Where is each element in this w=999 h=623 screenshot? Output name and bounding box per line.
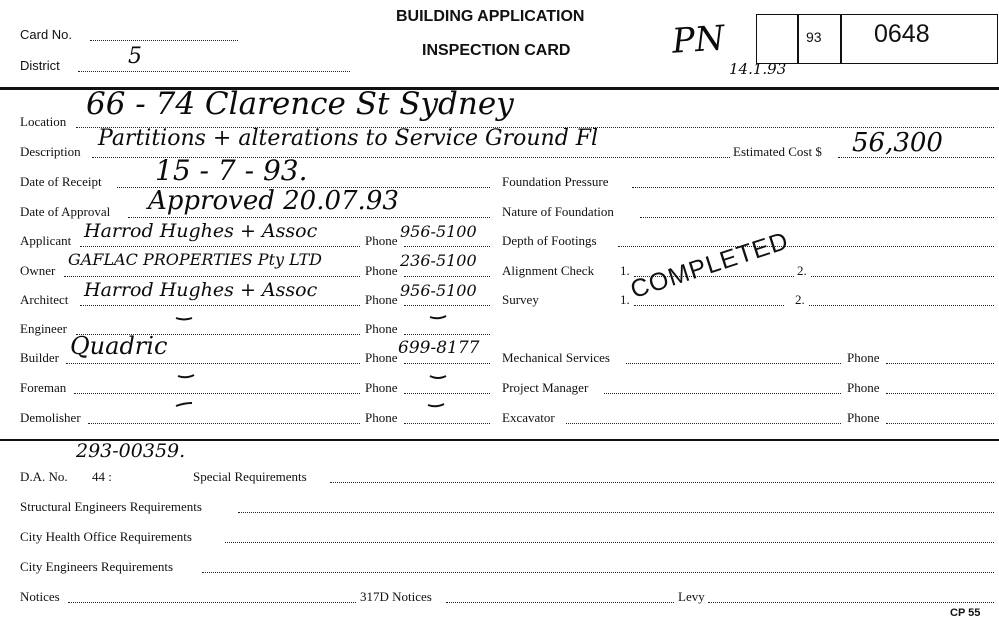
engineer-phone-label: Phone (365, 321, 398, 336)
applicant-label: Applicant (20, 233, 72, 248)
architect-value: Harrod Hughes + Assoc (84, 279, 318, 301)
nature-of-foundation-line (640, 217, 994, 218)
description-label: Description (20, 144, 81, 159)
excavator-phone-label: Phone (847, 410, 880, 425)
da-no-value: 44 : (92, 469, 112, 484)
engineer-label: Engineer (20, 321, 67, 336)
special-requirements-label: Special Requirements (193, 469, 307, 484)
notices-317d-line (446, 602, 674, 603)
date-of-approval-label: Date of Approval (20, 204, 111, 219)
dash-mark (428, 404, 444, 406)
date-of-receipt-label: Date of Receipt (20, 174, 102, 189)
survey-item-2: 2. (795, 292, 805, 307)
structural-engineers-line (238, 512, 994, 513)
demolisher-label: Demolisher (20, 410, 81, 425)
box-number: 0648 (874, 20, 930, 48)
builder-value: Quadric (70, 332, 168, 360)
demolisher-phone-label: Phone (365, 410, 398, 425)
architect-phone-label: Phone (365, 292, 398, 307)
nature-of-foundation-label: Nature of Foundation (502, 204, 614, 219)
city-health-label: City Health Office Requirements (20, 529, 192, 544)
structural-engineers-label: Structural Engineers Requirements (20, 499, 202, 514)
estimated-cost-label: Estimated Cost $ (733, 144, 822, 159)
depth-of-footings-label: Depth of Footings (502, 233, 597, 248)
foreman-phone-label: Phone (365, 380, 398, 395)
builder-phone-label: Phone (365, 350, 398, 365)
owner-phone-value: 236-5100 (400, 251, 477, 270)
applicant-phone-value: 956-5100 (400, 222, 477, 241)
title-line-1: BUILDING APPLICATION (396, 8, 585, 25)
architect-phone-value: 956-5100 (400, 281, 477, 300)
location-label: Location (20, 114, 67, 129)
survey-line-2 (809, 305, 994, 306)
owner-value: GAFLAC PROPERTIES Pty LTD (68, 250, 322, 269)
alignment-item-2: 2. (797, 263, 807, 278)
estimated-cost-value: 56,300 (852, 128, 943, 158)
project-manager-line (604, 393, 841, 394)
title-line-2: INSPECTION CARD (422, 42, 571, 59)
architect-label: Architect (20, 292, 69, 307)
box-year: 93 (806, 29, 822, 45)
mechanical-phone-label: Phone (847, 350, 880, 365)
survey-label: Survey (502, 292, 539, 307)
survey-item-1: 1. (620, 292, 630, 307)
owner-phone-label: Phone (365, 263, 398, 278)
depth-of-footings-line (618, 246, 994, 247)
card-no-label: Card No. (20, 27, 73, 42)
notices-317d-label: 317D Notices (360, 589, 432, 604)
city-engineers-line (202, 572, 994, 573)
applicant-value: Harrod Hughes + Assoc (84, 220, 318, 242)
form-code: CP 55 (950, 607, 981, 619)
location-value: 66 - 74 Clarence St Sydney (86, 86, 514, 122)
initials-date: 14.1.93 (729, 60, 787, 78)
survey-line-1 (634, 305, 784, 306)
district-label: District (20, 58, 60, 73)
description-value: Partitions + alterations to Service Ground Fl (98, 126, 599, 151)
mechanical-services-line (626, 363, 841, 364)
city-health-line (225, 542, 994, 543)
foundation-pressure-line (632, 187, 994, 188)
initials: PN (670, 18, 726, 62)
builder-label: Builder (20, 350, 59, 365)
notices-label: Notices (20, 589, 60, 604)
dash-mark (430, 316, 446, 318)
city-engineers-label: City Engineers Requirements (20, 559, 174, 574)
dash-mark (430, 376, 446, 378)
dash-mark (176, 318, 192, 320)
foreman-label: Foreman (20, 380, 67, 395)
project-manager-phone-label: Phone (847, 380, 880, 395)
dash-mark (176, 403, 192, 406)
date-of-receipt-value: 15 - 7 - 93. (155, 154, 308, 187)
owner-label: Owner (20, 263, 56, 278)
alignment-item-1: 1. (620, 263, 630, 278)
levy-label: Levy (678, 589, 705, 604)
levy-line (708, 602, 994, 603)
district-value: 5 (128, 44, 142, 69)
dash-mark (178, 375, 194, 377)
foundation-pressure-label: Foundation Pressure (502, 174, 609, 189)
mechanical-phone-line (886, 363, 994, 364)
alignment-line-2 (811, 276, 994, 277)
completed-stamp: COMPLETED (627, 226, 793, 305)
alignment-check-label: Alignment Check (502, 263, 595, 278)
excavator-label: Excavator (502, 410, 555, 425)
special-requirements-line (330, 482, 994, 483)
project-manager-phone-line (886, 393, 994, 394)
builder-phone-value: 699-8177 (398, 338, 480, 358)
notices-line (68, 602, 356, 603)
excavator-phone-line (886, 423, 994, 424)
applicant-phone-label: Phone (365, 233, 398, 248)
date-of-approval-value: Approved 20.07.93 (148, 186, 399, 216)
excavator-line (566, 423, 841, 424)
da-handwritten-number: 293-00359. (76, 440, 186, 462)
project-manager-label: Project Manager (502, 380, 589, 395)
mechanical-services-label: Mechanical Services (502, 350, 610, 365)
da-no-label: D.A. No. (20, 469, 68, 484)
